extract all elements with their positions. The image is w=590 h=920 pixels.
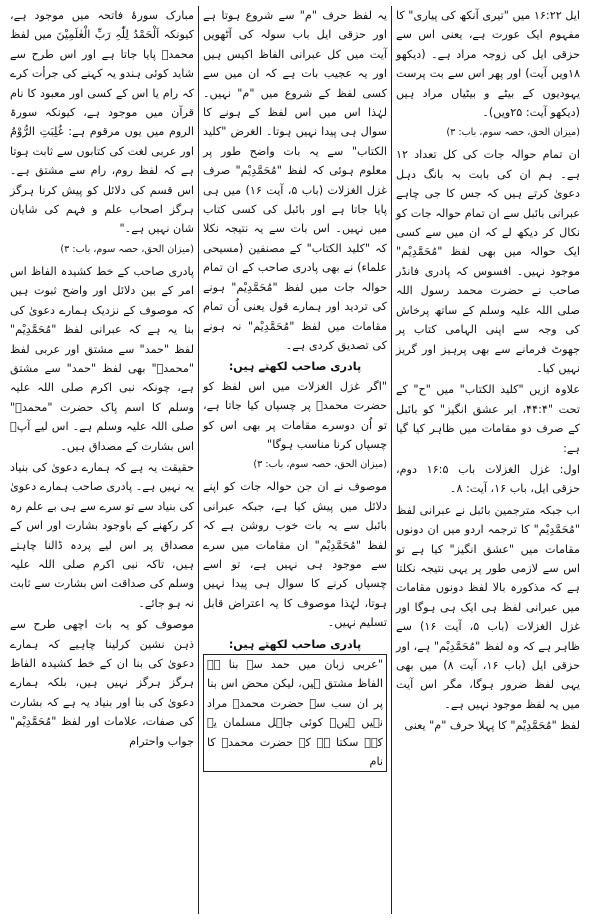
paragraph: ان تمام حوالہ جات کی کل تعداد ۱۲ ہے۔ ہم ان کی بابت بہ بانگ دہل دعویٰ کرتے ہیں کہ جس کا جی چاہے عبرانی بائبل سے ان تمام حوالہ جات کو نکال کر دیکھ لے کہ ان میں سے کسی ایک حوالہ میں بھی لفظ "مُحَمَّدِیْم" موجود نہیں۔ افسوس کہ پادری فانڈر صاحب نے حضرت محمد رسول اللہ صلی اللہ علیہ وسلم کے ساتھ پرخاش کی وجہ سے اپنی الہامی کتاب پر جھوٹ فرمانے سے بھی پرہیز اور گریز نہیں کیا۔: [396, 148, 580, 375]
paragraph: مبارک سورۂ فاتحہ میں موجود ہے، کیونکہ اَلْحَمْدُ لِلّٰہِ رَبِّ الْعٰلَمِیْنَ میں لفظ محمدؐ پایا جاتا ہے اور اس طرح سے شاید کوئی ہندو یہ کہنے کی جرأت کرے کہ رام یا اس کے کسی اور معبود کا نام قرآن میں موجود ہے، کیونکہ سورۃ الروم میں یوں مرقوم ہے: غُلِبَتِ الرُّوْمُ اور عربی لغت کی کتابوں سے ثابت ہوتا ہے کہ لفظ روم، رام سے مشتق ہے۔ اس قسم کی دلائل کو پیش کرنا ہرگز ہرگز اصحاب علم و فہم کی شایان شان نہیں ہے۔": [10, 9, 194, 236]
paragraph: موصوف نے ان جن حوالہ جات کو اپنے دلائل میں پیش کیا ہے، جبکہ عبرانی بائبل سے یہ بات خوب روشن ہے کہ لفظ "مُحَمَّدِیْم" ان مقامات میں سرے سے موجود ہی نہیں ہے، تو اسے چسپاں کرنے کا سوال ہی پیدا نہیں ہوتا، لہٰذا موصوف کا یہ اعتراض قابل تسلیم نہیں۔: [203, 480, 387, 630]
column-divider: [391, 6, 392, 914]
section-heading: پادری صاحب لکھتے ہیں:: [228, 637, 362, 651]
citation: (میزان الحق، حصہ سوم، باب: ۳): [446, 127, 580, 139]
column-right: [392, 6, 584, 914]
paragraph: موصوف کو یہ بات اچھی طرح سے ذہن نشین کرلینا چاہیے کہ ہمارے دعویٰ کی بنا ان کے خط کشیدہ الفاظ ہرگز ہرگز نہیں ہیں، بلکہ ہمارے دعویٰ کی بنا اور بنیاد یہ ہے کہ بشارت کی صفات، علامات اور لفظ "مُحَمَّدِیْم" جواب واحترام: [10, 618, 194, 748]
citation: (میزان الحق، حصہ سوم، باب: ۳): [253, 459, 387, 471]
quotation: "اگر غزل الغزلات میں اس لفظ کو حضرت محمدؐ پر چسپاں کیا جاتا ہے، تو اُن دوسرے مقامات پر بھی اس کو چسپاں کرنا مناسب ہوگا": [203, 379, 387, 451]
boxed-quotation: "عربی زبان میں حمد سے بنا ہے الفاظ مشتق ہیں، لیکن محض اس بنا پر ان سب سے حضرت محمدؐ مراد نہیں ہیں۔ کوئی جاہل مسلمان یہ کہہ سکتا ہے کہ حضرت محمدؐ کا نام: [203, 654, 387, 772]
three-column-layout: [6, 6, 584, 914]
paragraph: پادری صاحب کے خط کشیدہ الفاظ اس امر کے بین دلائل اور واضح ثبوت ہیں کہ موصوف کے نزدیک ہمارے دعویٰ کی بنا یہ ہے کہ عبرانی لفظ "مُحَمَّدِیْم" لفظ "حمد" سے مشتق اور عربی لفظ "محمدؐ" بھی لفظ "حمد" سے مشتق ہے، چونکہ نبی اکرم صلی اللہ علیہ وسلم کا اسم پاک حضرت "محمدؐ" صلی اللہ علیہ وسلم ہے۔ اس لیے آپؐ اس بشارت کے مصداق ہیں۔: [10, 264, 194, 453]
column-left: [6, 6, 198, 914]
paragraph: ایل ۱۶:۲۲ میں "تیری آنکھ کی پیاری" کا مفہوم ایک عورت ہے، یعنی اس سے حزقی ایل کی زوجہ مراد ہے۔ (دیکھو ۱۸ویں آیت) اور پھر اس سے بت پرست یہودیوں کے بیٹے و بیٹیاں مراد ہیں (دیکھو آیت: ۲۵ویں)۔: [396, 9, 580, 120]
citation: (میزان الحق، حصہ سوم، باب: ۳): [60, 243, 194, 255]
paragraph: علاوہ ازیں "کلید الکتاب" میں "ح" کے تحت "۴۴:۴، ابر عشق انگیز" کو بائبل کے صرف دو مقامات میں ظاہر کیا گیا ہے:: [396, 383, 580, 455]
paragraph: لفظ "مُحَمَّدِیْم" کا پہلا حرف "م" یعنی: [404, 719, 580, 733]
paragraph: اب جبکہ مترجمین بائبل نے عبرانی لفظ "مُحَمَّدِیْم" کا ترجمہ اردو میں ان دونوں مقامات میں "عشق انگیز" کیا ہے تو اس سے لازمی طور پر یہی نتیجہ نکلتا ہے کہ مذکورہ بالا لفظ دونوں مقامات میں عبرانی لفظ ہی ایک ہی ہوگا اور غزل الغزلات (باب ۵، آیت ۱۶) سے ظاہر ہے کہ وہ لفظ "مُحَمَّدِیْم" ہے، اور حزقی ایل (باب ۱۶، آیت ۸) میں بھی یہی لفظ ضرور ہوگا، مگر اس آیت میں یہ لفظ موجود نہیں ہے۔: [396, 503, 580, 711]
section-heading: پادری صاحب لکھتے ہیں:: [228, 360, 362, 374]
paragraph: اول: غزل الغزلات باب ۱۶:۵ دوم، حزقی ایل، باب ۱۶، آیت: ۸۔: [396, 462, 580, 496]
column-divider: [198, 6, 199, 914]
paragraph: یہ لفظ حرف "م" سے شروع ہوتا ہے اور حزقی ایل باب سولہ کی آٹھویں آیت میں کل عبرانی الفاظ اکیس ہیں اور یہ عجیب بات ہے کہ ان میں سے کسی لفظ کے شروع میں "م" نہیں۔ لہٰذا اس میں اس لفظ کے ہونے کا سوال ہی پیدا نہیں ہوتا۔ الغرض "کلید الکتاب" سے یہ بات واضح طور پر معلوم ہوئی کہ لفظ "مُحَمَّدِیْم" صرف غزل الغزلات (باب ۵، آیت ۱۶) میں ہی پایا جاتا ہے اور بائبل کی کسی کتاب میں نہیں۔ اس بات سے یہ نتیجہ نکلا کہ "کلید الکتاب" کے مصنفین (مسیحی علماء) نے بھی پادری صاحب کے ان تمام حوالہ جات میں لفظ "مُحَمَّدِیْم" ہونے کی تردید اور ہمارے قول یعنی اُن تمام مقامات میں لفظ "مُحَمَّدِیْم" نہ ہونے کی تصدیق کردی ہے۔: [203, 9, 387, 352]
paragraph: حقیقت یہ ہے کہ ہمارے دعویٰ کی بنیاد یہ نہیں ہے۔ پادری صاحب ہمارے دعویٰ کی بنیاد سے تو سرے سے ہی بے علم رہ کر رکھنے کے باوجود بشارت اور اس کے مصداق پر اس لیے پردہ ڈالنا چاہتے ہیں، تاکہ نبی اکرم صلی اللہ علیہ وسلم کی صداقت اس بشارت سے ثابت نہ ہو جائے۔: [10, 460, 194, 610]
column-middle: [199, 6, 391, 914]
